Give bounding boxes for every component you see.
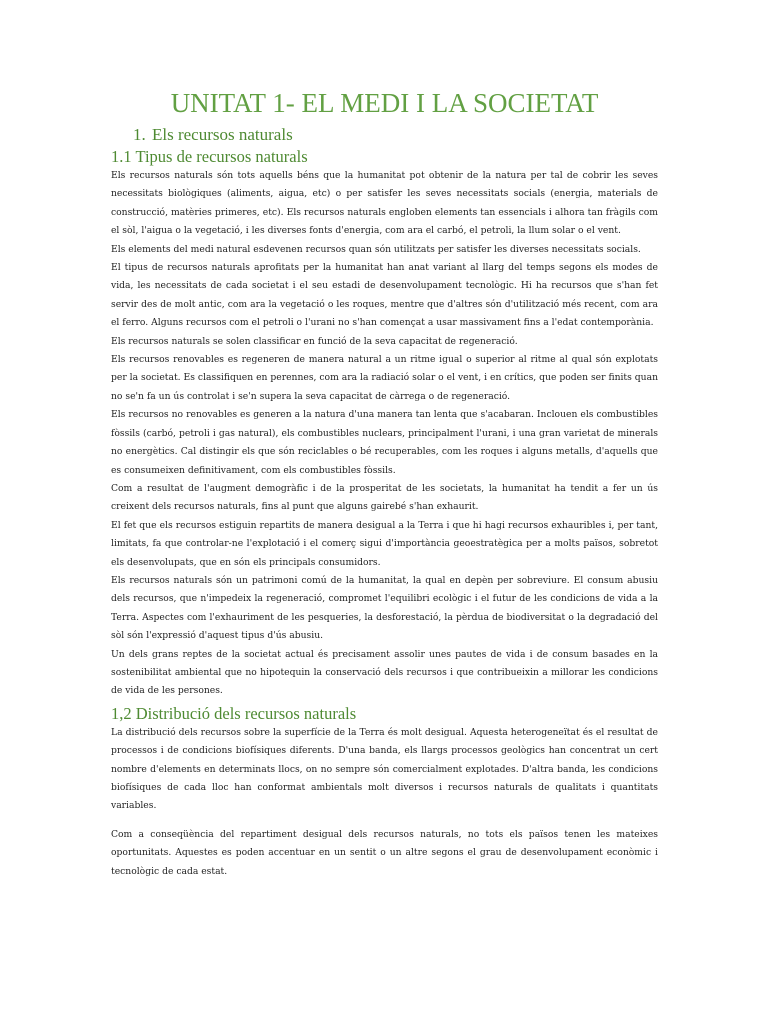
paragraph: Els recursos naturals se solen classificar en funció de la seva capacitat de regeneració. xyxy=(111,335,518,347)
page-title: UNITAT 1- EL MEDI I LA SOCIETAT xyxy=(170,88,599,118)
section-label: Els recursos naturals xyxy=(152,125,293,144)
paragraph: Els recursos naturals són un patrimoni comú de la humanitat, la qual en depèn per sobreviure. El consum abusiu dels recursos, que n'impedeix la regeneració, compromet l'equilibri ecològic i el futur de les condicions de vida a la Terra. Aspectes com l'exhauriment de les pesqueries, la desforestació, la pèrdua de biodiversitat o la degradació del sòl són l'expressió d'aquest tipus d'ús abusiu. xyxy=(111,574,658,642)
paragraph-gap xyxy=(111,816,658,826)
section-heading xyxy=(133,124,658,146)
paragraph: El fet que els recursos estiguin repartits de manera desigual a la Terra i que hi hagi recursos exhauribles i, per tant, limitats, fa que controlar-ne l'explotació i el comerç sigui d'importància geoestratègica per a molts països, sobretot els desenvolupats, que en són els principals consumidors. xyxy=(111,519,658,568)
section-number: 1. xyxy=(133,125,146,144)
paragraph: Un dels grans reptes de la societat actual és precisament assolir unes pautes de vida i de consum basades en la sostenibilitat ambiental que no hipotequin la conservació dels recursos i que contribueixin a millorar les condicions de vida de les persones. xyxy=(111,648,658,697)
paragraph: Com a conseqüència del repartiment desigual dels recursos naturals, no tots els països tenen les mateixes oportunitats. Aquestes es poden accentuar en un sentit o un altre segons el grau de desenvolupament econòmic i tecnològic de cada estat. xyxy=(111,828,658,877)
paragraph: Com a resultat de l'augment demogràfic i de la prosperitat de les societats, la humanitat ha tendit a fer un ús creixent dels recursos naturals, fins al punt que alguns gairebé s'han exhaurit. xyxy=(111,482,658,513)
subsection-heading-1-1: 1.1 Tipus de recursos naturals xyxy=(111,147,308,166)
paragraph: Els recursos renovables es regeneren de manera natural a un ritme igual o superior al ritme al qual són explotats per la societat. Es classifiquen en perennes, com ara la radiació solar o el vent, i en crítics, que poden ser finits quan no se'n fa un ús controlat i se'n supera la seva capacitat de càrrega o de regeneració. xyxy=(111,354,658,402)
paragraph: Els elements del medi natural esdevenen recursos quan són utilitzats per satisfer les diverses necessitats socials. xyxy=(111,243,641,255)
subsection-heading-1-2: 1,2 Distribució dels recursos naturals xyxy=(111,703,357,723)
paragraph: El tipus de recursos naturals aprofitats per la humanitat han anat variant al llarg del temps segons els modes de vida, les necessitats de cada societat i el seu estadi de desenvolupament tecnològic. Hi ha recursos que s'han fet servir des de molt antic, com ara la vegetació o les roques, mentre que d'altres són d'utilització més recent, com ara el ferro. Alguns recursos com el petroli o l'urani no s'han començat a usar massivament fins a l'edat contemporània. xyxy=(111,262,658,329)
paragraph: La distribució dels recursos sobre la superfície de la Terra és molt desigual. Aquesta heterogeneïtat és el resultat de processos i de condicions biofísiques diferents. D'una banda, els llargs processos geològics han concentrat un cert nombre d'elements en determinats llocs, on no sempre són comercialment explotades. D'altra banda, les condicions biofísiques de cada lloc han conformat ambientals molt diversos i recursos naturals de qualitats i quantitats variables. xyxy=(111,726,658,812)
paragraph: Els recursos no renovables es generen a la natura d'una manera tan lenta que s'acabaran. Inclouen els combustibles fòssils (carbó, petroli i gas natural), els combustibles nuclears, principalment l'urani, i una gran varietat de minerals no energètics. Cal distingir els que són reciclables o bé recuperables, com les roques i alguns metalls, d'aquells que es consumeixen definitivament, com els combustibles fòssils. xyxy=(111,409,658,476)
paragraph: Els recursos naturals són tots aquells béns que la humanitat pot obtenir de la natura per tal de cobrir les seves necessitats biològiques (aliments, aigua, etc) o per satisfer les seves necessitats socials (energia, materials de construcció, matèries primeres, etc). Els recursos naturals engloben elements tan essencials i alhora tan fràgils com el sòl, l'aigua o la vegetació, i les diverses fonts d'energia, com ara el carbó, el petroli, la llum solar o el vent. xyxy=(111,170,658,237)
